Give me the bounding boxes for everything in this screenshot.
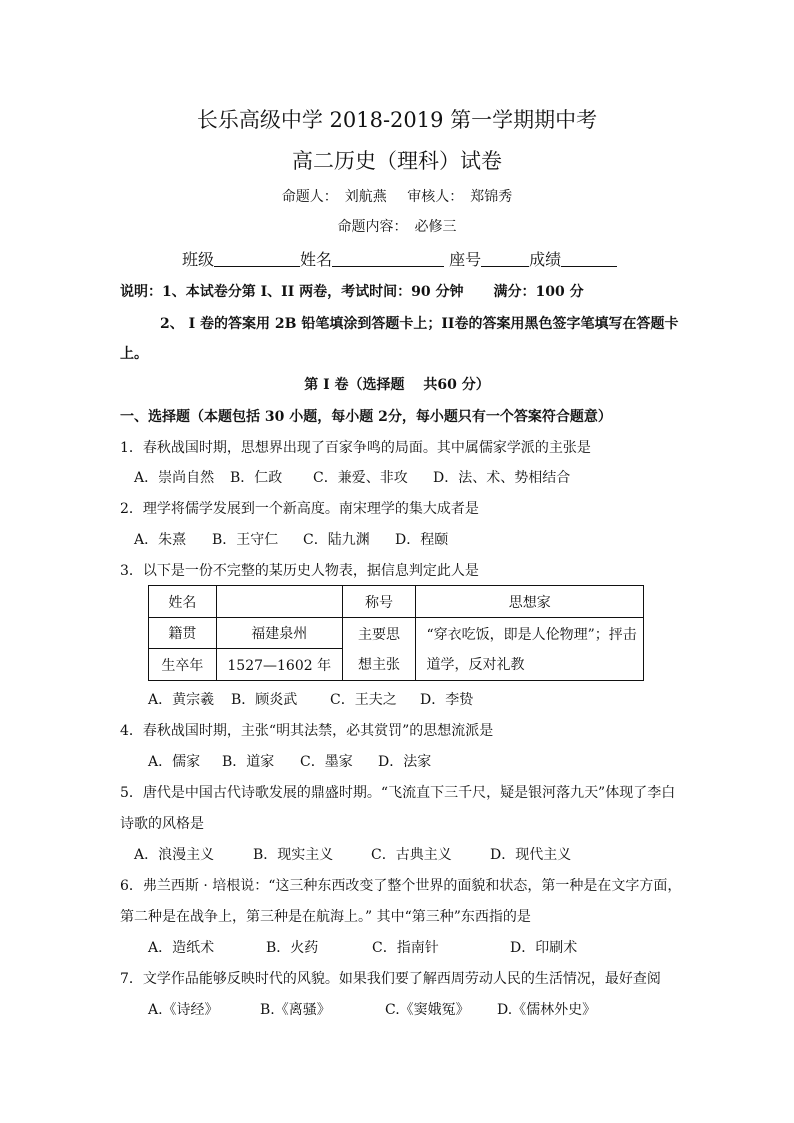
question-5-stem: 5．唐代是中国古代诗歌发展的鼎盛时期。“飞流直下三千尺，疑是银河落九天”体现了李白: [120, 785, 676, 801]
option[interactable]: B．顾炎武: [231, 692, 298, 708]
option[interactable]: D．法、术、势相结合: [433, 470, 571, 486]
option[interactable]: B．王守仁: [212, 532, 279, 548]
table-row: [149, 618, 644, 649]
table-cell: 生卒年: [149, 649, 217, 681]
name-label: 姓名: [300, 250, 333, 269]
option[interactable]: B．仁政: [230, 470, 283, 486]
reviewer-text: 审核人： 郑锦秀: [407, 189, 513, 205]
option[interactable]: D．印刷术: [510, 940, 578, 956]
option[interactable]: A．崇尚自然: [134, 470, 215, 486]
option[interactable]: D．现代主义: [490, 847, 572, 863]
option[interactable]: A.《诗经》: [148, 1002, 219, 1018]
option[interactable]: D．李贽: [420, 692, 474, 708]
option[interactable]: D.《儒林外史》: [497, 1002, 597, 1018]
table-cell: 1527—1602 年: [216, 649, 342, 681]
question-1-stem: 1．春秋战国时期，思想界出现了百家争鸣的局面。其中属儒家学派的主张是: [120, 440, 591, 456]
full-score: 满分：100 分: [493, 284, 584, 300]
instruction-2: 2、 I 卷的答案用 2B 铅笔填涂到答题卡上；II卷的答案用黑色签字笔填写在答题卡: [160, 316, 679, 332]
option[interactable]: B.《离骚》: [260, 1002, 331, 1018]
exam-authors: [0, 186, 794, 206]
table-cell: 姓名: [149, 586, 217, 618]
option[interactable]: A．黄宗羲: [148, 692, 215, 708]
part-title: 一、选择题（本题包括 30 小题，每小题 2分，每小题只有一个答案符合题意）: [120, 409, 612, 425]
score-label: 成绩: [529, 250, 562, 269]
option[interactable]: D．法家: [378, 754, 432, 770]
option[interactable]: C．指南针: [372, 940, 439, 956]
question-6-stem-cont: 第二种是在战争上，第三种是在航海上。” 其中“第三种”东西指的是: [120, 909, 531, 925]
table-cell: 主要思 想主张: [342, 618, 416, 681]
table-cell: [216, 586, 342, 618]
table-cell: 福建泉州: [216, 618, 342, 649]
section-title: 第 I 卷（选择题 共60 分）: [304, 377, 490, 393]
table-row: [149, 586, 644, 618]
question-5-stem-cont: 诗歌的风格是: [120, 816, 204, 832]
option[interactable]: C．陆九渊: [303, 532, 370, 548]
class-blank[interactable]: [214, 250, 300, 267]
question-7-stem: 7．文学作品能够反映时代的风貌。如果我们要了解西周劳动人民的生活情况，最好查阅: [120, 971, 661, 987]
seat-blank[interactable]: [481, 250, 529, 267]
option[interactable]: A．造纸术: [148, 940, 215, 956]
student-info-line: [182, 247, 617, 270]
question-2-stem: 2．理学将儒学发展到一个新高度。南宋理学的集大成者是: [120, 501, 479, 517]
option[interactable]: A．儒家: [148, 754, 201, 770]
table-cell: “穿衣吃饭，即是人伦物理”；抨击 道学，反对礼教: [416, 618, 644, 681]
option[interactable]: C．墨家: [300, 754, 353, 770]
exam-title: 长乐高级中学 2018-2019 第一学期期中考: [196, 108, 598, 132]
table-cell: 称号: [342, 586, 416, 618]
option[interactable]: B．现实主义: [253, 847, 334, 863]
question-4-stem: 4．春秋战国时期，主张“明其法禁，必其赏罚”的思想流派是: [120, 723, 494, 739]
option[interactable]: A．浪漫主义: [134, 847, 215, 863]
exam-content: 命题内容： 必修三: [337, 219, 457, 235]
name-blank[interactable]: [332, 250, 444, 267]
option[interactable]: C．王夫之: [330, 692, 397, 708]
option[interactable]: B．火药: [266, 940, 319, 956]
option[interactable]: B．道家: [222, 754, 275, 770]
option[interactable]: D．程颐: [395, 532, 449, 548]
option[interactable]: C．兼爱、非攻: [313, 470, 408, 486]
question-3-stem: 3．以下是一份不完整的某历史人物表，据信息判定此人是: [120, 563, 479, 579]
historical-figure-table: [148, 585, 644, 681]
exam-subtitle: 高二历史（理科）试卷: [292, 149, 502, 173]
seat-label: 座号: [449, 250, 482, 269]
instruction-1: 说明：1、本试卷分第 I、II 两卷，考试时间：90 分钟 满分：100 分: [120, 284, 584, 300]
option[interactable]: C.《窦娥冤》: [385, 1002, 470, 1018]
table-cell: 籍贯: [149, 618, 217, 649]
score-blank[interactable]: [561, 250, 617, 267]
question-6-stem: 6．弗兰西斯 · 培根说：“这三种东西改变了整个世界的面貌和状态，第一种是在文字方面，: [120, 878, 682, 894]
table-cell: 思想家: [416, 586, 644, 618]
instruction-2-cont: 上。: [120, 346, 148, 362]
option[interactable]: C．古典主义: [371, 847, 452, 863]
option[interactable]: A．朱熹: [134, 532, 187, 548]
class-label: 班级: [182, 250, 215, 269]
setter-text: 命题人： 刘航燕: [281, 189, 387, 205]
